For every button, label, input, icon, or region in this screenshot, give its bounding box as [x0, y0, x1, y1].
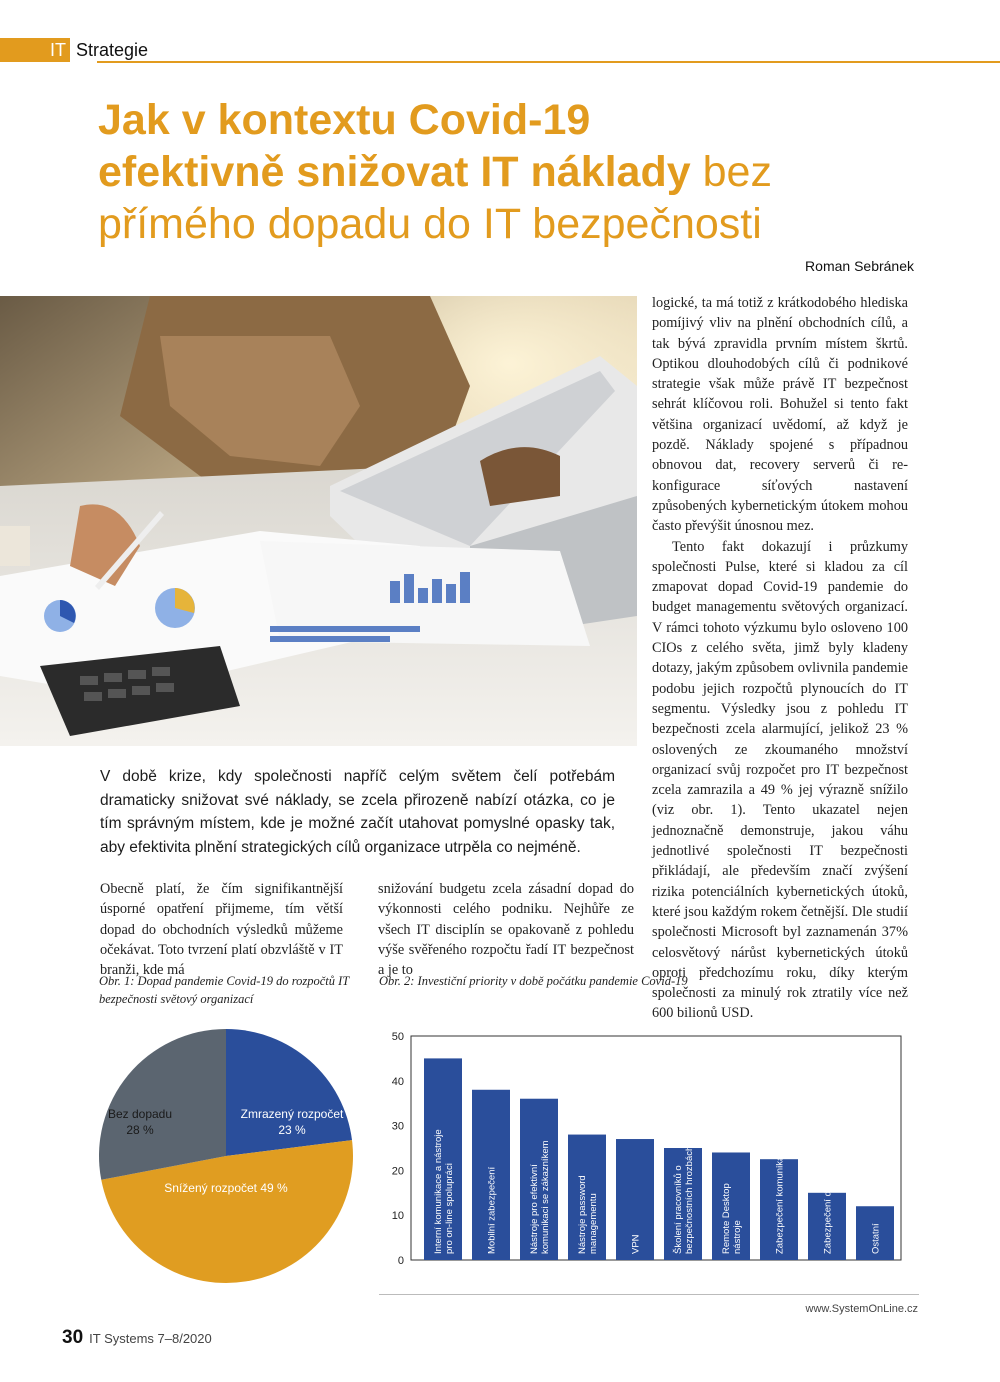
bar-category-label-text: komunikaci se zákazníkem — [540, 1140, 551, 1254]
bar-category-label-text: Ostatní — [870, 1223, 882, 1254]
y-tick-label: 50 — [391, 1031, 404, 1043]
page-number: 30 — [62, 1327, 84, 1348]
bar-category-label-text: Zabezpečení komunikace — [774, 1145, 786, 1254]
website-url: www.SystemOnLine.cz — [805, 1303, 918, 1315]
bar-category-label-text: Nástroje password — [577, 1175, 588, 1254]
pie-slice-label — [164, 1181, 288, 1195]
bar-category-label-text: Interní komunikace a nástroje — [433, 1129, 444, 1254]
pie-slice — [99, 1029, 226, 1180]
section-name: Strategie — [76, 39, 149, 60]
y-tick-label: 30 — [391, 1120, 404, 1133]
investment-priorities-bar-chart — [379, 1018, 919, 1300]
article-paragraph: snižování budgetu zcela zásadní dopad do výkonnosti celého podniku. Nejhůře ze všech IT disciplín se opakovaně z pohledu výše svěřeného rozpočtu řadí IT bezpečnost a je to — [378, 881, 634, 979]
bar-category-label — [487, 1167, 498, 1254]
article-column-b — [378, 879, 634, 980]
y-tick-label: 10 — [391, 1210, 404, 1223]
bar-category-label — [823, 1183, 834, 1254]
page-footer — [62, 1327, 212, 1349]
bar-category-label — [775, 1146, 786, 1254]
bar-category-label — [631, 1234, 642, 1254]
bar-category-label-text: Remote Desktop — [721, 1183, 732, 1254]
article-column-a — [100, 879, 343, 980]
bar-category-label — [871, 1223, 882, 1254]
bar-category-label-text: Mobilní zabezpečení — [486, 1166, 498, 1254]
y-tick-label: 0 — [397, 1255, 404, 1267]
section-rule — [97, 61, 1000, 63]
article-headline — [98, 94, 958, 250]
pie-slice-value-text: 28 % — [126, 1123, 154, 1137]
bar-category-label-text: nástroje — [732, 1220, 743, 1254]
article-paragraph: Tento fakt dokazují i průzkumy společnosti Pulse, které si kladou za cíl zmapovat dopad Covid-19 pandemie do budget managementu světových organizací. V rámci tohoto výzkumu bylo osloveno 100 CIOs z celého světa, jimž byly kladeny dotazy, jakým způsobem ovlivnila pandemie podobu jejich rozpočtů plynoucích do IT segmentu. Výsledky jsou z pohledu IT bezpečnosti zcela alarmující, jelikož 23 % oslovených ze zkoumaného množství organizací svůj rozpočet pro IT bezpečnost zcela zamrazila a 49 % jej výrazně snížilo (viz obr. 1). Tento ukazatel nejen jednoznačně demonstruje, jakou váhu jednotlivé společnosti IT bezpečnosti přikládají, ale především značí zvýšení rizika potenciálních kybernetických útoků, které jsou každým rokem četnější. Dle studií společnosti Microsoft byl zaznamenán 37% celosvětový nárůst kybernetických útoků oproti předchozímu roku, díky kterým společnosti za minulý rok ztratily více než 600 bilionů USD. — [652, 538, 908, 1022]
y-tick-label: 20 — [391, 1165, 404, 1178]
headline-line-2-light: bez — [690, 148, 772, 196]
bar-category-label-text: bezpečnostních hrozbách — [684, 1145, 695, 1254]
figure-2-caption: Obr. 2: Investiční priority v době počátku pandemie Covid-19 — [379, 974, 688, 988]
bar-category-label-text: VPN — [630, 1234, 642, 1254]
bar-category-label-text: Zabezpečení dat — [822, 1183, 834, 1254]
article-lead: V době krize, kdy společnosti napříč celým světem čelí potřebám dramaticky snižovat své náklady, se zcela přirozeně nabízí otázka, co je tím správným místem, kde je možné začít utahovat pomyslné opasky tak, aby efektivita plnění strategických cílů organizace utrpěla co nejméně. — [100, 768, 615, 856]
pie-slice-label-text: Bez dopadu — [107, 1107, 173, 1121]
article-paragraph: logické, ta má totiž z krátkodobého hlediska pomíjivý vliv na plnění obchodních cílů, a tak bývá zpravidla prvním místem škrtů. Optikou dlouhodobých cílů či podnikové strategie však může právě IT bezpečnost sehrát klíčovou roli. Bohužel si tento fakt většina organizací uvědomí, až když je pozdě. Náklady spojené s případnou obnovou dat, recovery serverů či re-konfigurace síťových nastavení způsobených kybernetickým útokem mohou často převýšit únosnou mez. — [652, 295, 908, 535]
bar-category-label-text: managementu — [588, 1193, 599, 1254]
article-photo — [0, 296, 637, 746]
article-paragraph: Obecně platí, že čím signifikantnější úsporné opatření přijmeme, tím větší dopad do obchodních výsledků můžeme očekávat. Toto tvrzení platí obzvláště v IT branži, kde má — [100, 881, 343, 979]
bar-category-label-text: Školení pracovníků o — [673, 1165, 684, 1254]
section-it-label: IT — [50, 39, 66, 60]
figure-1-caption: Obr. 1: Dopad pandemie Covid-19 do rozpočtů IT bezpečnosti světový organizací — [99, 974, 349, 1006]
bar-category-label-text: pro on-line spolupráci — [444, 1163, 455, 1254]
section-tag-bar — [0, 38, 70, 62]
author-byline: Roman Sebránek — [805, 258, 914, 274]
y-tick-label: 40 — [391, 1075, 404, 1088]
budget-impact-pie-chart — [96, 1026, 356, 1286]
pie-slice-label-text: Zmrazený rozpočet — [240, 1107, 344, 1121]
magazine-issue: IT Systems 7–8/2020 — [89, 1331, 212, 1346]
office-desk-illustration — [0, 296, 637, 746]
headline-line-2-bold: efektivně snižovat IT náklady — [98, 148, 691, 196]
headline-line-3: přímého dopadu do IT bezpečnosti — [98, 200, 762, 248]
pie-slice-value-text: 23 % — [278, 1123, 306, 1137]
pie-slice-label-text: Snížený rozpočet 49 % — [164, 1181, 288, 1195]
section-tag — [0, 38, 148, 62]
headline-line-1: Jak v kontextu Covid-19 — [98, 96, 591, 144]
article-column-right — [652, 293, 908, 1024]
bar-category-label-text: Nástroje pro efektivní — [529, 1164, 540, 1254]
chart-divider — [379, 1294, 919, 1295]
